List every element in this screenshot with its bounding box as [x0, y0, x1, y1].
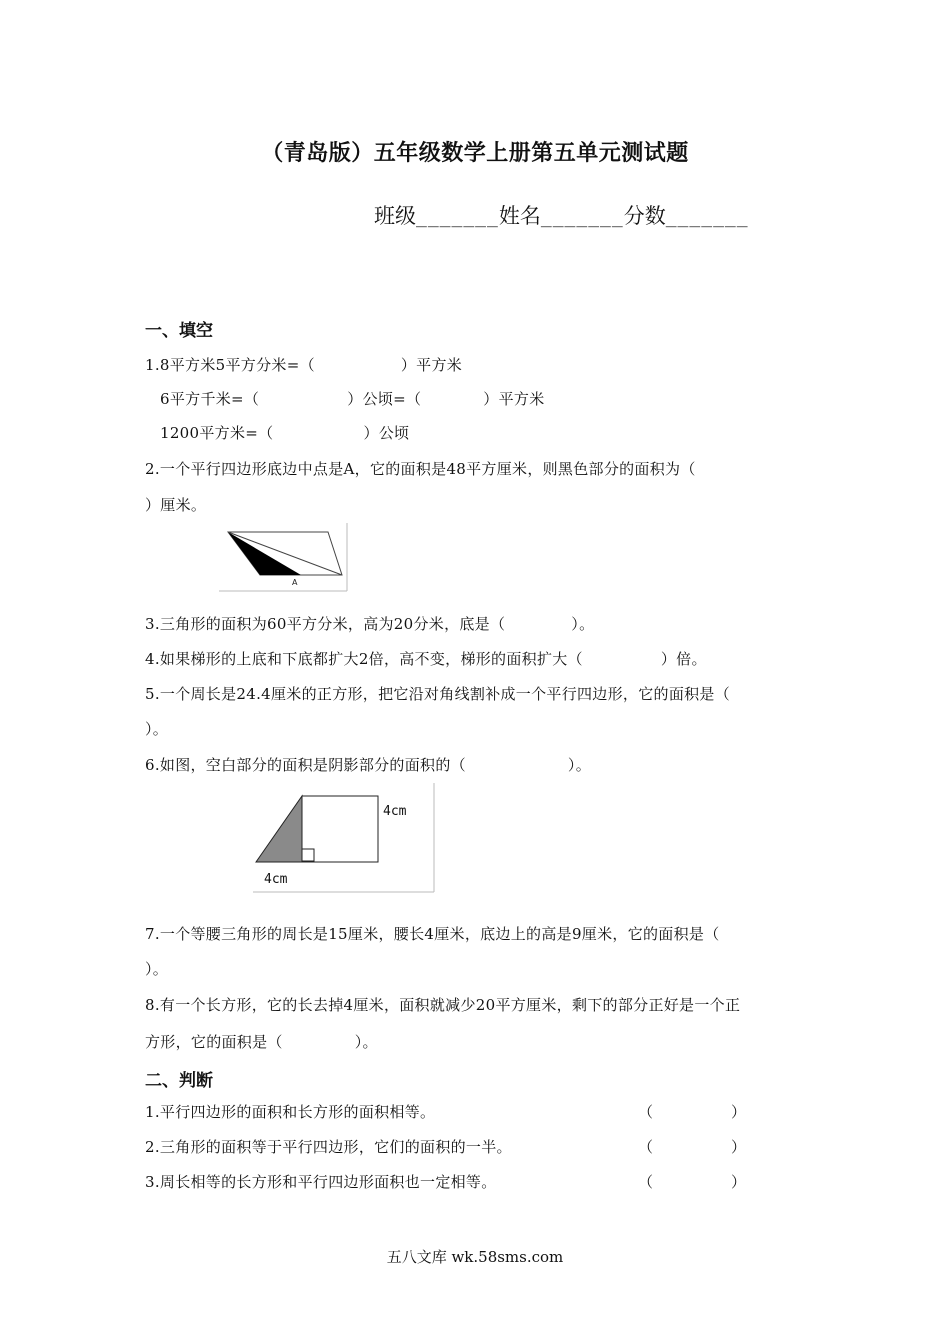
judge-item-2: 2.三角形的面积等于平行四边形，它们的面积的一半。	[145, 1138, 512, 1156]
page-footer: 五八文库 wk.58sms.com	[386, 1248, 564, 1266]
judge-answer-2[interactable]	[638, 1136, 746, 1157]
triangle-square-figure	[252, 782, 438, 894]
q1-line2-text-a: 6平方千米=（	[160, 390, 260, 408]
point-a-label: A	[292, 578, 298, 587]
judge-answer-3[interactable]	[638, 1171, 746, 1192]
parallelogram-figure	[218, 522, 350, 592]
question-4	[145, 648, 707, 669]
side-length-label: 4cm	[383, 804, 407, 819]
q1-line2-text-c: ）平方米	[483, 390, 545, 408]
question-1-line-1	[145, 354, 462, 375]
base-length-label: 4cm	[264, 872, 288, 887]
question-7-line-1: 7.一个等腰三角形的周长是15厘米，腰长4厘米，底边上的高是9厘米，它的面积是（	[145, 925, 720, 943]
judge-2-close: ）	[731, 1138, 747, 1156]
q1-line3-text-a: 1200平方米=（	[160, 424, 274, 442]
question-7-line-2: ）。	[145, 960, 169, 978]
question-1-line-2	[160, 388, 545, 409]
student-info	[374, 200, 749, 230]
q4-text-b: ）倍。	[660, 650, 707, 668]
judge-item-1: 1.平行四边形的面积和长方形的面积相等。	[145, 1103, 436, 1121]
score-label: 分数	[623, 204, 666, 228]
judge-1-close: ）	[731, 1103, 747, 1121]
score-blank: _______	[665, 207, 749, 228]
q3-text-a: 3.三角形的面积为60平方分米，高为20分米，底是（	[145, 615, 506, 633]
page-title: （青岛版）五年级数学上册第五单元测试题	[261, 141, 689, 166]
question-1-line-3	[160, 422, 409, 443]
question-2-line-1: 2.一个平行四边形底边中点是A，它的面积是48平方厘米，则黑色部分的面积为（	[145, 460, 696, 478]
question-8-line-2	[145, 1031, 378, 1052]
question-8-line-1: 8.有一个长方形，它的长去掉4厘米，面积就减少20平方厘米，剩下的部分正好是一个正	[145, 996, 741, 1014]
judge-item-3: 3.周长相等的长方形和平行四边形面积也一定相等。	[145, 1173, 497, 1191]
class-blank: _______	[416, 207, 499, 228]
q1-line1-text-a: 1.8平方米5平方分米=（	[145, 356, 315, 374]
q4-text-a: 4.如果梯形的上底和下底都扩大2倍，高不变，梯形的面积扩大（	[145, 650, 583, 668]
judge-1-open: （	[638, 1103, 654, 1121]
judge-2-open: （	[638, 1138, 654, 1156]
class-label: 班级	[374, 204, 416, 228]
judge-3-close: ）	[731, 1173, 747, 1191]
name-blank: _______	[540, 207, 624, 228]
section-heading-fill-blank: 一、填空	[145, 321, 213, 341]
judge-3-open: （	[638, 1173, 654, 1191]
name-label: 姓名	[498, 204, 541, 228]
q8-text-b: ）。	[354, 1033, 378, 1051]
q1-line1-text-b: ）平方米	[400, 356, 463, 374]
question-2-line-2: ）厘米。	[145, 496, 207, 514]
judge-answer-1[interactable]	[638, 1101, 746, 1122]
question-3	[145, 613, 594, 634]
q3-text-b: ）。	[571, 615, 595, 633]
section-heading-true-false: 二、判断	[145, 1071, 213, 1091]
question-5-line-2: ）。	[145, 720, 169, 738]
q8-text-a: 方形，它的面积是（	[145, 1033, 283, 1051]
q1-line3-text-b: ）公顷	[363, 424, 410, 442]
q1-line2-text-b: ）公顷=（	[347, 390, 422, 408]
q6-text-a: 6.如图，空白部分的面积是阴影部分的面积的（	[145, 756, 466, 774]
q6-text-b: ）。	[567, 756, 592, 774]
question-5-line-1: 5.一个周长是24.4厘米的正方形，把它沿对角线割补成一个平行四边形，它的面积是（	[145, 685, 731, 703]
question-6	[145, 754, 591, 775]
